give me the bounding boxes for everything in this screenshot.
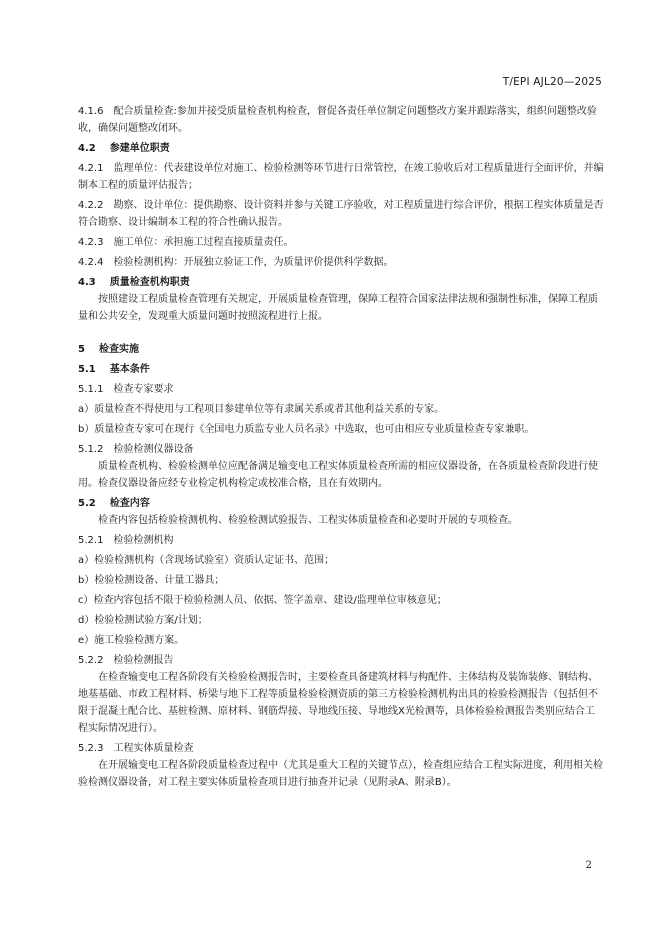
heading-title: 检查实施 (98, 344, 139, 355)
clause-4-2-4 (78, 254, 604, 271)
heading-title: 检验检测报告 (113, 655, 174, 666)
clause-text: 勘察、设计单位：提供勘察、设计资料并参与关键工序验收，对工程质量进行综合评价，根据工程实体质量是否符合勘察、设计编制本工程的符合性确认报告。 (78, 200, 604, 228)
clause-text: 监理单位：代表建设单位对施工、检验检测等环节进行日常管控，在竣工验收后对工程质量进行全面评价，并编制本工程的质量评估报告； (78, 163, 604, 191)
heading-5-1 (78, 361, 604, 378)
list-item-5-2-1-a: a）检验检测机构（含现场试验室）资质认定证书、范围； (78, 555, 335, 566)
clause-4-2-1 (78, 160, 604, 194)
list-item-5-2-1-d: d）检验检测试验方案/计划； (78, 615, 208, 626)
heading-number: 5.1 (78, 364, 96, 375)
clause-text: 配合质量检查:参加并接受质量检查机构检查，督促各责任单位制定问题整改方案并跟踪落实，组织问题整改验收，确保问题整改闭环。 (78, 106, 597, 134)
heading-title: 检验检测机构 (113, 535, 174, 546)
clause-4-1-6 (78, 103, 604, 137)
heading-number: 5.2.2 (78, 655, 104, 666)
list-item-5-2-1-b: b）检验检测设备、计量工器具； (78, 575, 225, 586)
document-code: T/EPI AJL20—2025 (502, 76, 602, 88)
clause-text: 检验检测机构：开展独立验证工作，为质量评价提供科学数据。 (113, 257, 394, 268)
clause-4-3-text: 按照建设工程质量检查管理有关规定，开展质量检查管理，保障工程符合国家法律法规和强制性标准，保障工程质量和公共安全，发现重大质量问题时按照流程进行上报。 (78, 294, 598, 322)
heading-4-3 (78, 274, 604, 291)
heading-title: 工程实体质量检查 (113, 743, 194, 754)
heading-title: 基本条件 (109, 364, 150, 375)
page-body (78, 103, 604, 791)
clause-5-1-2-text: 质量检查机构、检验检测单位应配备满足输变电工程实体质量检查所需的相应仪器设备，在各质量检查阶段进行使用。检查仪器设备应经专业检定机构检定或校准合格，且在有效期内。 (78, 461, 598, 489)
page-number: 2 (585, 860, 592, 871)
list-item-5-2-1-c: c）检查内容包括不限于检验检测人员、依据、签字盖章、建设/监理单位审核意见； (78, 595, 447, 606)
heading-5-2-3 (78, 740, 604, 757)
heading-5-2-2 (78, 652, 604, 669)
clause-number: 4.2.3 (78, 237, 104, 248)
clause-number: 4.1.6 (78, 106, 104, 117)
list-item-5-1-1-b: b）质量检查专家可在现行《全国电力质监专业人员名录》中选取，也可由相应专业质量检查专家兼职。 (78, 424, 535, 435)
clause-number: 4.2.4 (78, 257, 104, 268)
heading-5-1-1 (78, 381, 604, 398)
heading-number: 5.2 (78, 498, 96, 509)
heading-4-2 (78, 140, 604, 157)
heading-5-2 (78, 495, 604, 512)
heading-5-1-2 (78, 441, 604, 458)
list-item-5-2-1-e: e）施工检验检测方案。 (78, 635, 185, 646)
heading-title: 检查专家要求 (113, 384, 174, 395)
heading-number: 4.3 (78, 277, 96, 288)
heading-title: 质量检查机构职责 (109, 277, 190, 288)
list-item-5-1-1-a: a）质量检查不得使用与工程项目参建单位等有隶属关系或者其他利益关系的专家。 (78, 404, 445, 415)
clause-number: 4.2.2 (78, 200, 104, 211)
heading-5 (78, 341, 604, 358)
clause-5-2-text: 检查内容包括检验检测机构、检验检测试验报告、工程实体质量检查和必要时开展的专项检查。 (98, 515, 518, 526)
clause-4-2-3 (78, 234, 604, 251)
heading-number: 5.2.3 (78, 743, 104, 754)
heading-title: 检验检测仪器设备 (113, 444, 194, 455)
heading-number: 5.1.2 (78, 444, 104, 455)
heading-number: 4.2 (78, 143, 96, 154)
heading-5-2-1 (78, 532, 604, 549)
heading-number: 5.2.1 (78, 535, 104, 546)
clause-text: 施工单位：承担施工过程直接质量责任。 (113, 237, 294, 248)
clause-4-2-2 (78, 197, 604, 231)
heading-title: 参建单位职责 (109, 143, 170, 154)
heading-number: 5 (78, 344, 85, 355)
heading-number: 5.1.1 (78, 384, 104, 395)
clause-5-2-2-text: 在检查输变电工程各阶段有关检验检测报告时，主要检查具备建筑材料与构配件、主体结构及装饰装修、钢结构、地基基础、市政工程材料、桥梁与地下工程等质量检验检测资质的第三方检验检测机构出具的检验检测报告（包括但不限于混凝土配合比、基桩检测、原材料、钢筋焊接、导地线压接、导地线X光检测等，具体检验检测报告类别应结合工程实际情况进行）。 (78, 672, 598, 734)
clause-5-2-3-text: 在开展输变电工程各阶段质量检查过程中（尤其是重大工程的关键节点），检查组应结合工程实际进度，利用相关检验检测仪器设备，对工程主要实体质量检查项目进行抽查并记录（见附录A、附录B）。 (78, 760, 603, 788)
clause-number: 4.2.1 (78, 163, 104, 174)
heading-title: 检查内容 (109, 498, 150, 509)
